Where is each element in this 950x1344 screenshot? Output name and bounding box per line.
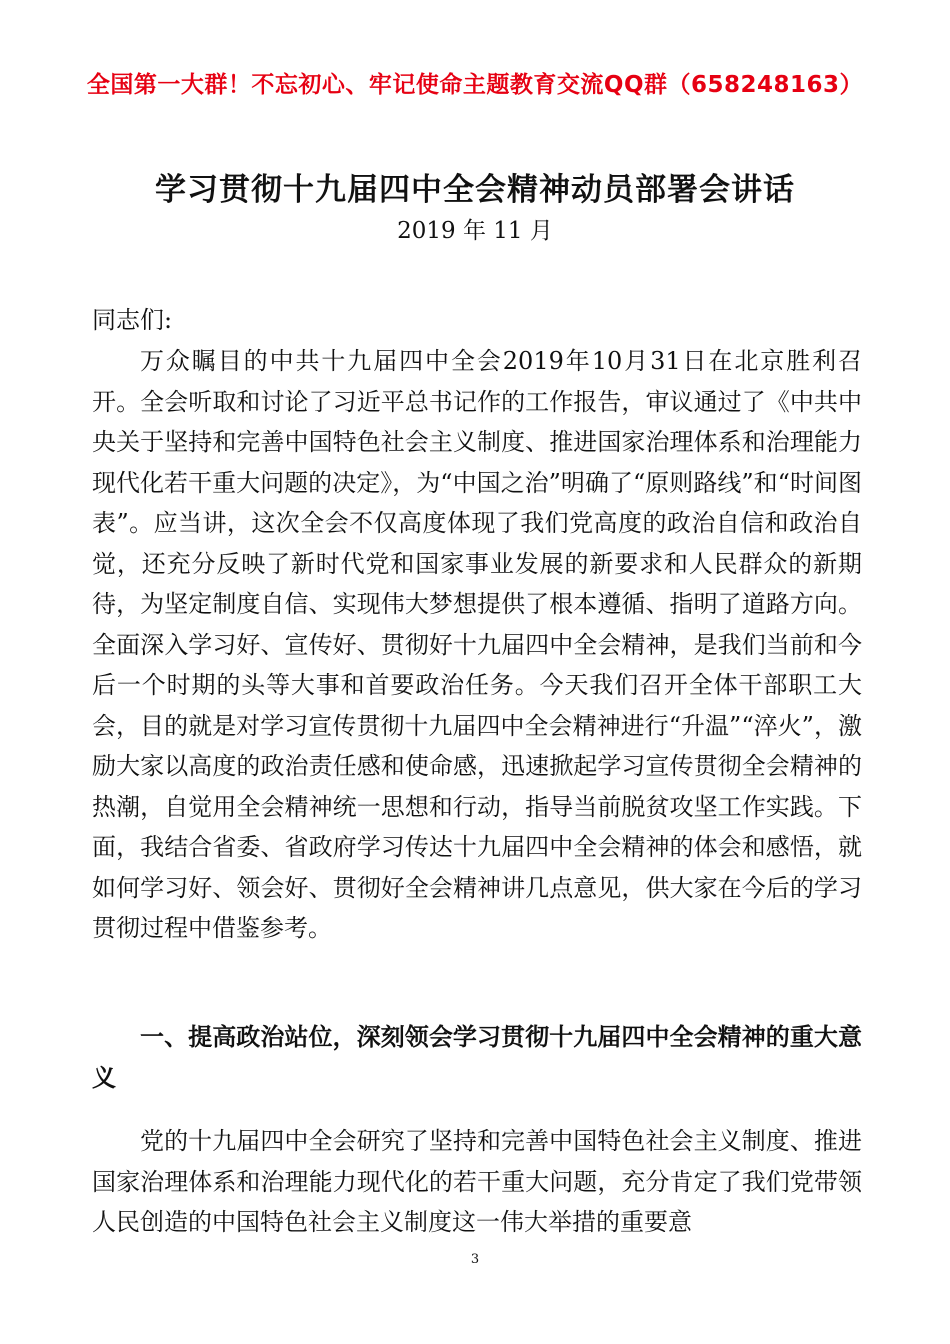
document-title: 学习贯彻十九届四中全会精神动员部署会讲话 [155,172,795,208]
page-number: 3 [470,1252,480,1267]
promo-banner: 全国第一大群！不忘初心、牢记使命主题教育交流QQ群（658248163） [86,72,864,98]
section-heading-1: 一、提高政治站位，深刻领会学习贯彻十九届四中全会精神的重大意义 [92,1023,862,1092]
salutation: 同志们: [92,306,173,334]
paragraph-section-1: 党的十九届四中全会研究了坚持和完善中国特色社会主义制度、推进国家治理体系和治理能力现代化的若干重大问题，充分肯定了我们党带领人民创造的中国特色社会主义制度这一伟大举措的重要意 [92,1127,862,1236]
paragraph-intro: 万众瞩目的中共十九届四中全会2019年10月31日在北京胜利召开。全会听取和讨论了习近平总书记作的工作报告，审议通过了《中共中央关于坚持和完善中国特色社会主义制度、推进国家治理体系和治理能力现代化若干重大问题的决定》，为“中国之治”明确了“原则路线”和“时间图表”。应当讲，这次全会不仅高度体现了我们党高度的政治自信和政治自觉，还充分反映了新时代党和国家事业发展的新要求和人民群众的新期待，为坚定制度自信、实现伟大梦想提供了根本遵循、指明了道路方向。全面深入学习好、宣传好、贯彻好十九届四中全会精神，是我们当前和今后一个时期的头等大事和首要政治任务。今天我们召开全体干部职工大会，目的就是对学习宣传贯彻十九届四中全会精神进行“升温”“淬火”，激励大家以高度的政治责任感和使命感，迅速掀起学习宣传贯彻全会精神的热潮，自觉用全会精神统一思想和行动，指导当前脱贫攻坚工作实践。下面，我结合省委、省政府学习传达十九届四中全会精神的体会和感悟，就如何学习好、领会好、贯彻好全会精神讲几点意见，供大家在今后的学习贯彻过程中借鉴参考。 [92,347,862,942]
document-date: 2019 年 11 月 [397,218,553,244]
